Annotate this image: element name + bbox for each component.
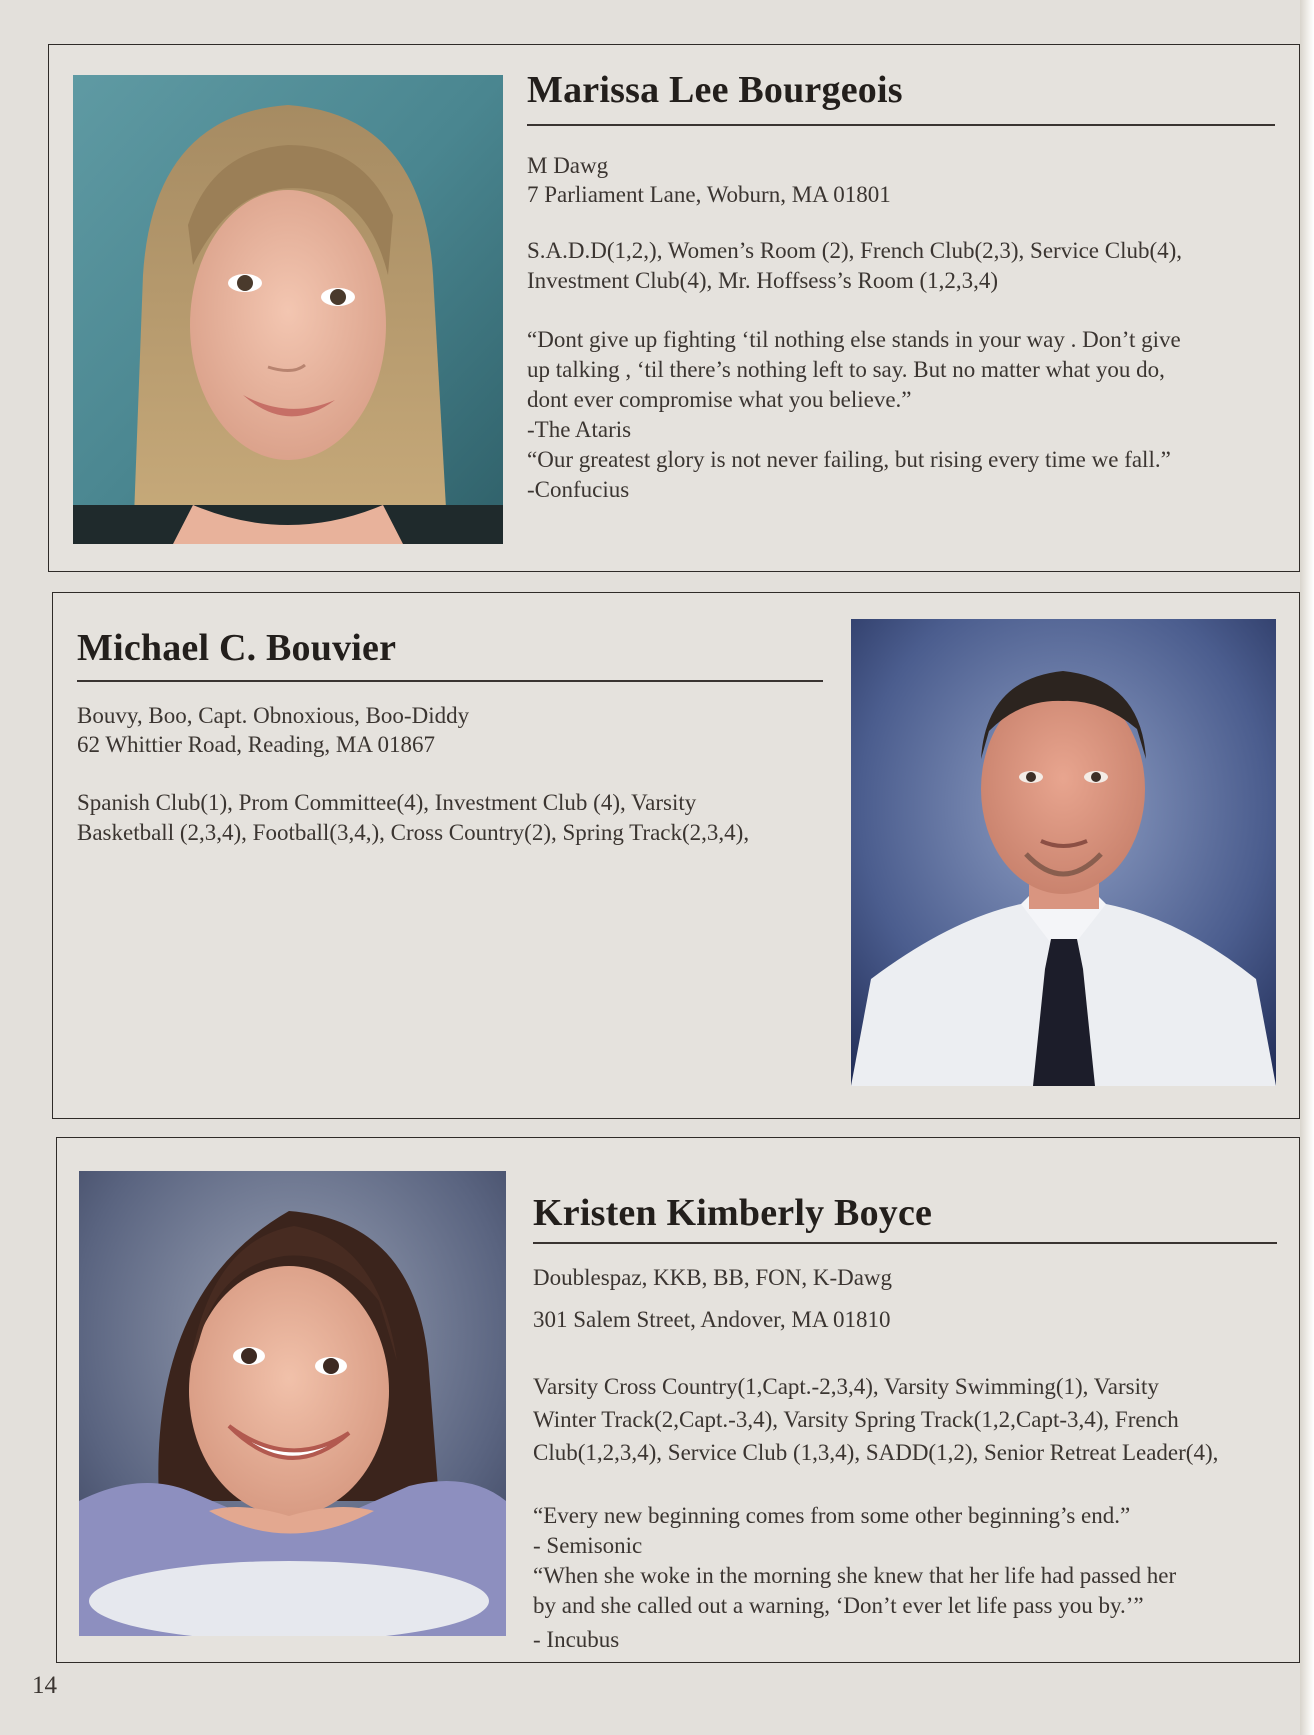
name-divider-3 <box>533 1242 1277 1244</box>
quote-line: - Incubus <box>533 1627 620 1652</box>
student-activities-3 <box>533 1370 1277 1469</box>
student-address-1: 7 Parliament Lane, Woburn, MA 01801 <box>527 182 891 207</box>
student-photo-2 <box>851 619 1276 1086</box>
quote-line: “Dont give up fighting ‘til nothing else stands in your way . Don’t give <box>527 327 1181 352</box>
student-nickname-1: M Dawg <box>527 153 609 178</box>
quote-line: dont ever compromise what you believe.” <box>527 387 912 412</box>
activities-line: Investment Club(4), Mr. Hoffsess’s Room (1,2,3,4) <box>527 268 999 293</box>
student-address-3: 301 Salem Street, Andover, MA 01810 <box>533 1307 891 1332</box>
student-quote-3 <box>533 1501 1277 1659</box>
student-nickname-3: Doublespaz, KKB, BB, FON, K-Dawg <box>533 1265 893 1290</box>
activities-line: Varsity Cross Country(1,Capt.-2,3,4), Varsity Swimming(1), Varsity <box>533 1374 1159 1399</box>
quote-line: by and she called out a warning, ‘Don’t ever let life pass you by.’” <box>533 1593 1144 1618</box>
page-edge <box>1300 0 1314 1735</box>
quote-line: - Semisonic <box>533 1533 643 1558</box>
student-address-2: 62 Whittier Road, Reading, MA 01867 <box>77 732 435 757</box>
name-divider-2 <box>77 680 823 682</box>
student-name-3: Kristen Kimberly Boyce <box>533 1192 933 1234</box>
page-number: 14 <box>32 1672 57 1699</box>
activities-line: Club(1,2,3,4), Service Club (1,3,4), SADD(1,2), Senior Retreat Leader(4), <box>533 1440 1219 1465</box>
quote-line: “Every new beginning comes from some other beginning’s end.” <box>533 1503 1131 1528</box>
activities-line: Basketball (2,3,4), Football(3,4,), Cross Country(2), Spring Track(2,3,4), <box>77 820 750 845</box>
activities-line: Spanish Club(1), Prom Committee(4), Investment Club (4), Varsity <box>77 790 697 815</box>
student-activities-1 <box>527 236 1275 296</box>
name-divider-1 <box>527 124 1275 126</box>
quote-line: “When she woke in the morning she knew that her life had passed her <box>533 1563 1177 1588</box>
student-nickname-2: Bouvy, Boo, Capt. Obnoxious, Boo-Diddy <box>77 703 470 728</box>
student-photo-3 <box>79 1171 506 1636</box>
quote-line: -Confucius <box>527 477 630 502</box>
student-photo-1 <box>73 75 503 544</box>
activities-line: Winter Track(2,Capt.-3,4), Varsity Spring Track(1,2,Capt-3,4), French <box>533 1407 1179 1432</box>
student-name-2: Michael C. Bouvier <box>77 627 397 669</box>
quote-line: -The Ataris <box>527 417 632 442</box>
quote-line: “Our greatest glory is not never failing, but rising every time we fall.” <box>527 447 1171 472</box>
student-name-1: Marissa Lee Bourgeois <box>527 69 903 111</box>
student-activities-2 <box>77 788 823 848</box>
quote-line: up talking , ‘til there’s nothing left to say. But no matter what you do, <box>527 357 1165 382</box>
student-quote-1 <box>527 325 1275 505</box>
activities-line: S.A.D.D(1,2,), Women’s Room (2), French Club(2,3), Service Club(4), <box>527 238 1183 263</box>
